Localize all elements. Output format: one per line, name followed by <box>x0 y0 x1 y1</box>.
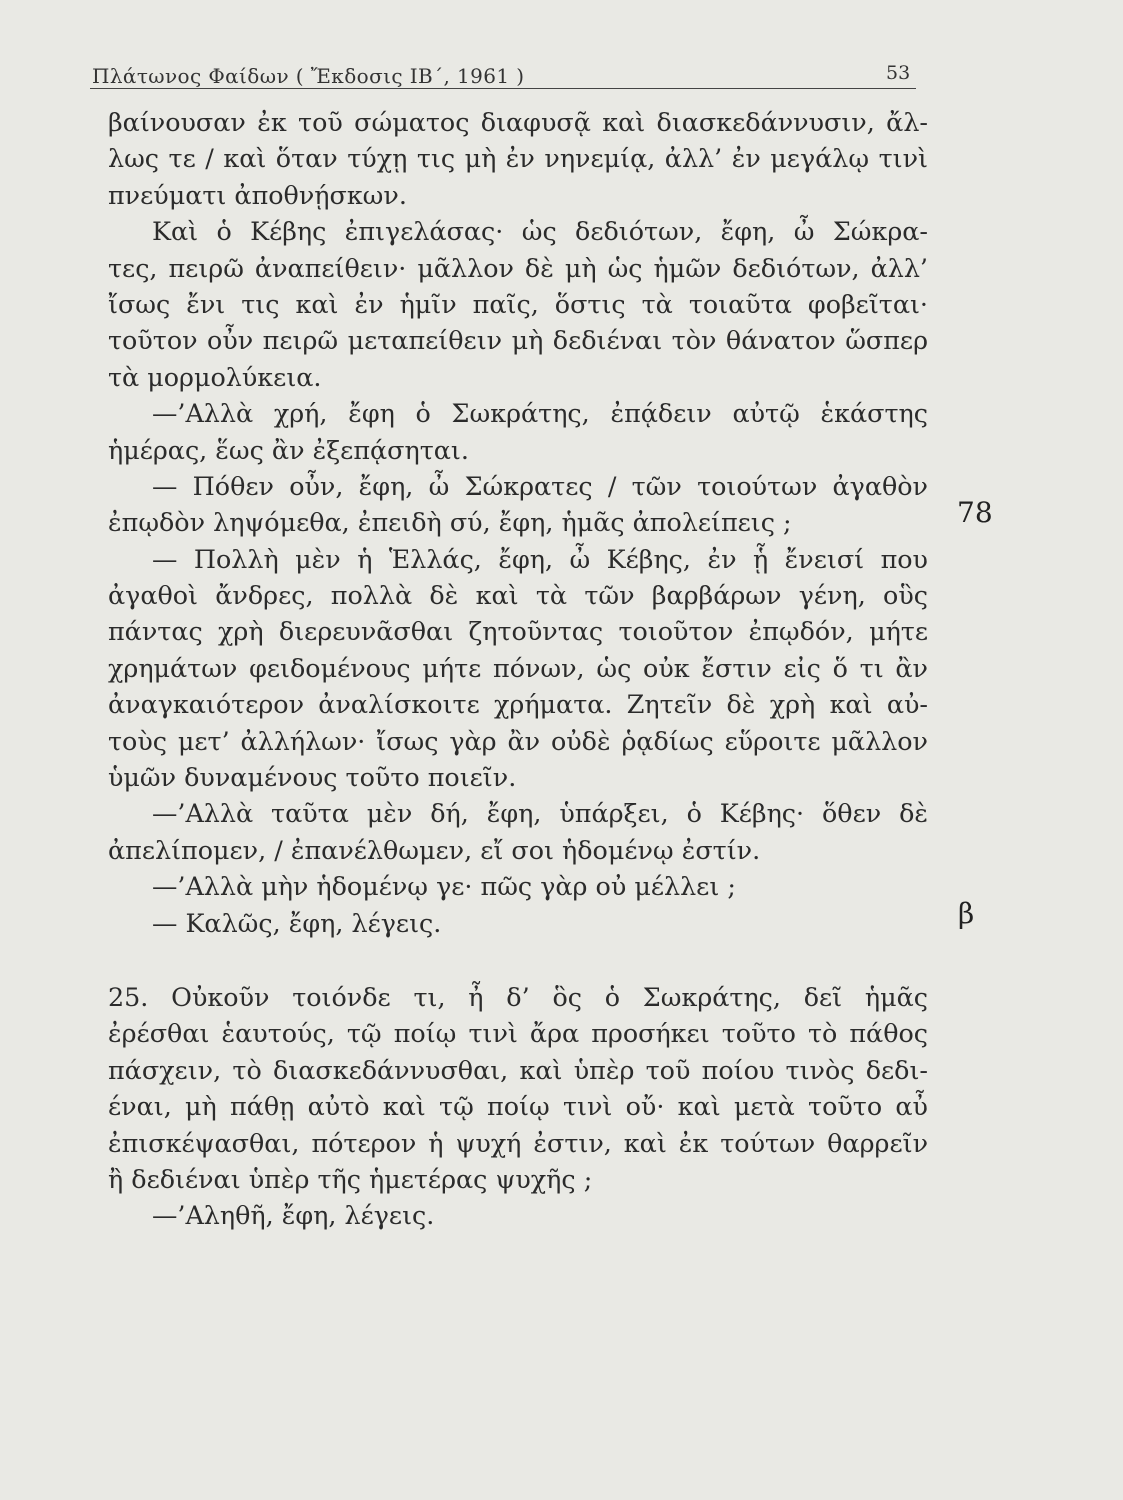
text-line: τὰ μορμολύκεια. <box>108 361 322 392</box>
text-line: ἐπισκέψασθαι, πότερον ἡ ψυχή ἐστιν, καὶ ἐκ τούτων θαρρεῖν <box>108 1127 928 1158</box>
section-gap <box>108 941 928 979</box>
text-line: ἢ δεδιέναι ὑπὲρ τῆς ἡμετέρας ψυχῆς ; <box>108 1163 593 1194</box>
running-title: Πλάτωνος Φαίδων ( Ἔκδοσις ΙΒ΄, 1961 ) <box>92 64 525 88</box>
text-line: πνεύματι ἀποθνῄσκων. <box>108 179 407 210</box>
text-line: — Καλῶς, ἔφη, λέγεις. <box>152 907 442 938</box>
header-rule <box>90 88 916 89</box>
stephanus-number-78: 78 <box>957 496 993 529</box>
page-number: 53 <box>886 62 911 84</box>
text-line: ἴσως ἔνι τις καὶ ἐν ἡμῖν παῖς, ὅστις τὰ τοιαῦτα φοβεῖται· <box>108 288 928 319</box>
text-line: —’Αλλὰ χρή, ἔφη ὁ Σωκράτης, ἐπᾴδειν αὐτῷ ἑκάστης <box>152 398 928 429</box>
text-line: ἀναγκαιότερον ἀναλίσκοιτε χρήματα. Ζητεῖν δὲ χρὴ καὶ αὐ- <box>108 689 928 720</box>
text-line: —’Αλλὰ ταῦτα μὲν δή, ἔφη, ὑπάρξει, ὁ Κέβης· ὅθεν δὲ <box>152 798 928 829</box>
text-line: λως τε / καὶ ὅταν τύχῃ τις μὴ ἐν νηνεμίᾳ, ἀλλ’ ἐν μεγάλῳ τινὶ <box>108 143 928 174</box>
stephanus-letter-b: β <box>958 897 975 930</box>
text-line: χρημάτων φειδομένους μήτε πόνων, ὡς οὐκ ἔστιν εἰς ὅ τι ἂν <box>108 652 928 683</box>
text-line: έναι, μὴ πάθῃ αὐτὸ καὶ τῷ ποίῳ τινὶ οὔ· καὶ μετὰ τοῦτο αὖ <box>108 1091 928 1122</box>
text-line: — Πόθεν οὖν, ἔφη, ὦ Σώκρατες / τῶν τοιούτων ἀγαθὸν <box>152 470 928 501</box>
text-line: Καὶ ὁ Κέβης ἐπιγελάσας· ὡς δεδιότων, ἔφη, ὦ Σώκρα- <box>152 216 928 247</box>
text-line: ἡμέρας, ἕως ἂν ἐξεπᾴσηται. <box>108 434 469 465</box>
text-line: τες, πειρῶ ἀναπείθειν· μᾶλλον δὲ μὴ ὡς ἡμῶν δεδιότων, ἀλλ’ <box>108 252 928 283</box>
text-line: τοὺς μετ’ ἀλλήλων· ἴσως γὰρ ἂν οὐδὲ ῥᾳδίως εὕροιτε μᾶλλον <box>108 725 928 756</box>
text-line: ἀπελίπομεν, / ἐπανέλθωμεν, εἴ σοι ἡδομένῳ ἐστίν. <box>108 834 761 865</box>
text-line: 25. Οὐκοῦν τοιόνδε τι, ἦ δ’ ὃς ὁ Σωκράτης, δεῖ ἡμᾶς <box>108 981 928 1012</box>
text-line: ἐρέσθαι ἑαυτούς, τῷ ποίῳ τινὶ ἄρα προσήκει τοῦτο τὸ πάθος <box>108 1018 928 1049</box>
text-line: ἐπῳδὸν ληψόμεθα, ἐπειδὴ σύ, ἔφη, ἡμᾶς ἀπολείπεις ; <box>108 507 792 538</box>
body-text <box>108 104 928 1234</box>
text-line: βαίνουσαν ἐκ τοῦ σώματος διαφυσᾷ καὶ διασκεδάννυσιν, ἄλ- <box>108 107 928 137</box>
text-line: ἀγαθοὶ ἄνδρες, πολλὰ δὲ καὶ τὰ τῶν βαρβάρων γένη, οὓς <box>108 580 928 611</box>
text-line: πάσχειν, τὸ διασκεδάννυσθαι, καὶ ὑπὲρ τοῦ ποίου τινὸς δεδι- <box>108 1054 928 1085</box>
text-line: —’Αληθῆ, ἔφη, λέγεις. <box>152 1200 435 1231</box>
text-line: ὑμῶν δυναμένους τοῦτο ποιεῖν. <box>108 762 517 793</box>
text-line: —’Αλλὰ μὴν ἡδομένῳ γε· πῶς γὰρ οὐ μέλλει ; <box>152 871 736 902</box>
text-line: — Πολλὴ μὲν ἡ Ἑλλάς, ἔφη, ὦ Κέβης, ἐν ᾗ ἔνεισί που <box>152 543 928 574</box>
text-line: τοῦτον οὖν πειρῶ μεταπείθειν μὴ δεδιέναι τὸν θάνατον ὥσπερ <box>108 325 928 356</box>
text-line: πάντας χρὴ διερευνᾶσθαι ζητοῦντας τοιοῦτον ἐπῳδόν, μήτε <box>108 616 928 647</box>
